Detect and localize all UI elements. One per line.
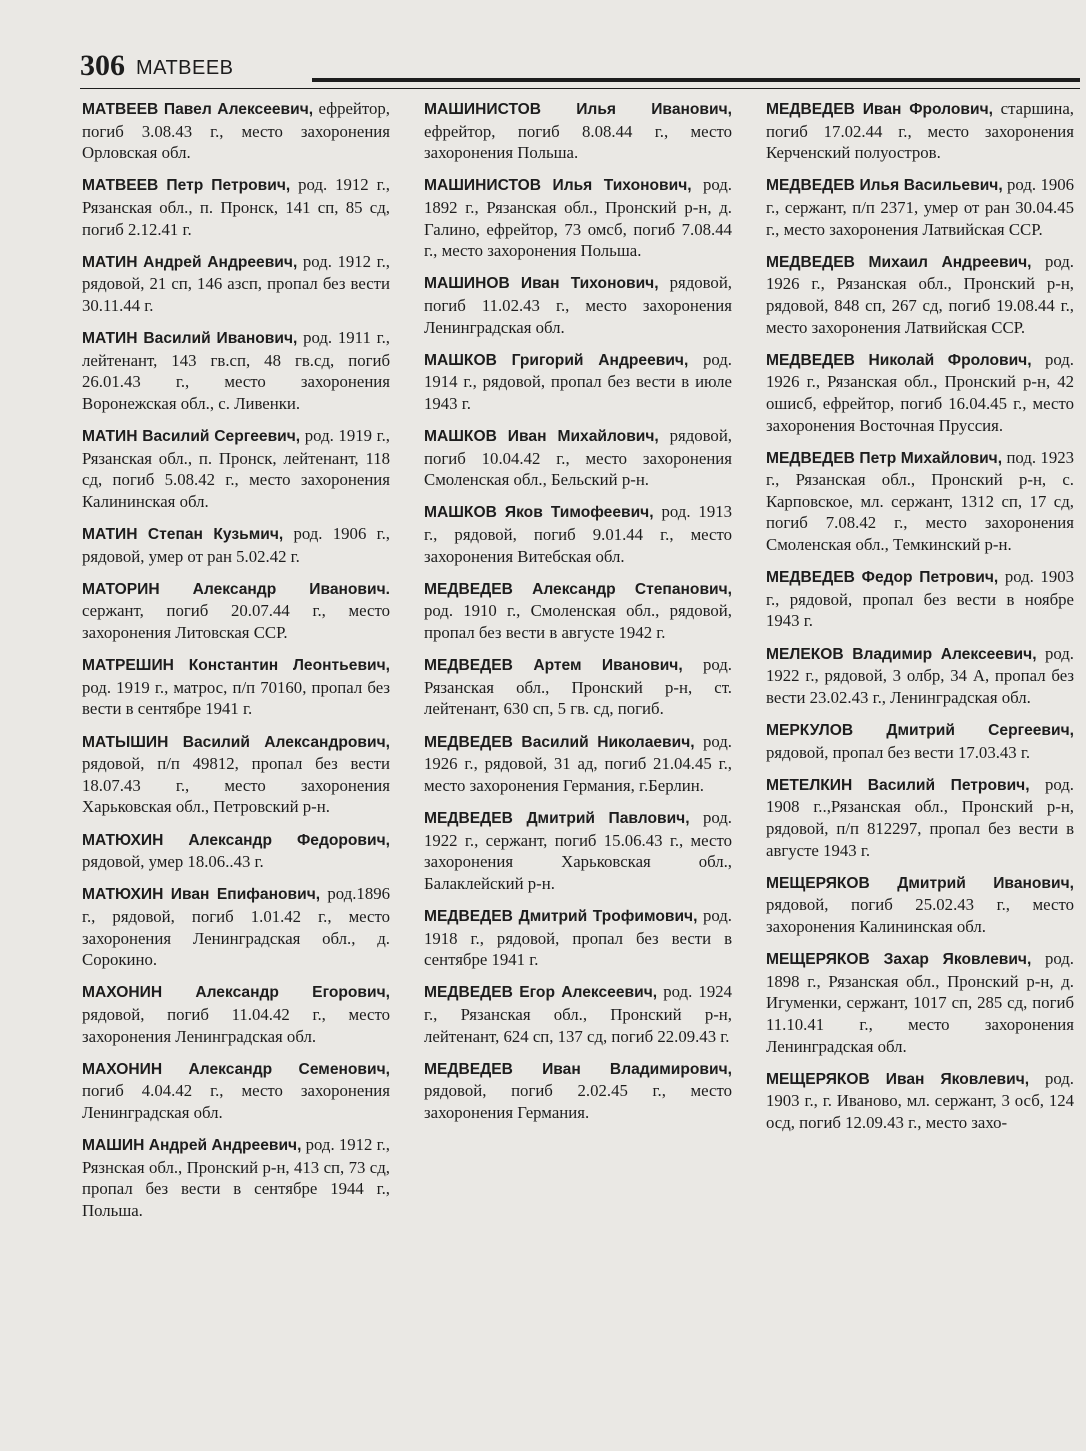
entry-name: МЕЩЕРЯКОВ Захар Яковлевич,	[766, 951, 1032, 969]
entry-name: МЕДВЕДЕВ Петр Михайлович,	[766, 449, 1003, 467]
entry-text: род. 1912 г., Рязанская обл., п. Пронск, 141 сп, 85 сд, погиб 2.12.41 г.	[82, 175, 391, 239]
entry	[424, 1058, 732, 1124]
entry-name: МАХОНИН Александр Семенович,	[82, 1060, 390, 1078]
entry-name: МЕДВЕДЕВ Дмитрий Павлович,	[424, 809, 690, 827]
entry-name: МАТИН Василий Сергеевич,	[82, 428, 301, 446]
entry	[82, 883, 390, 970]
page-number: 306	[80, 49, 125, 82]
entry-text: род. 1892 г., Рязанская обл., Пронский р-н, д. Галино, ефрейтор, 73 омсб, погиб 7.08.44 г., место захоронения Польша.	[424, 175, 732, 261]
entry-name: МАТИН Степан Кузьмич,	[82, 526, 284, 544]
entry-text: род. 1912 г., Рязнская обл., Пронский р-н, 413 сп, 73 сд, пропал без вести в сентябре 1944 г., Польша.	[82, 1135, 390, 1220]
entry	[766, 566, 1074, 632]
entry	[82, 327, 390, 414]
entry	[82, 251, 390, 317]
entry-name: МАШКОВ Иван Михайлович,	[424, 428, 659, 446]
entry	[766, 98, 1074, 164]
entry	[766, 349, 1074, 436]
entry-name: МАШКОВ Яков Тимофеевич,	[424, 504, 654, 522]
column-2	[424, 98, 732, 1134]
entry-name: МАТИН Василий Иванович,	[82, 330, 298, 348]
entry-text: род. 1913 г., рядовой, погиб 9.01.44 г., место захоронения Витебская обл.	[424, 502, 732, 566]
entry-name: МЕДВЕДЕВ Артем Иванович,	[424, 657, 683, 675]
entry-name: МАТВЕЕВ Павел Алексеевич,	[82, 101, 314, 118]
entry-text: старшина, погиб 17.02.44 г., место захоронения Керченский полуостров.	[766, 99, 1074, 163]
entry	[82, 731, 390, 818]
entry-name: МЕДВЕДЕВ Николай Фролович,	[766, 351, 1032, 369]
entry-name: МАТЮХИН Иван Епифанович,	[82, 886, 321, 904]
entry	[82, 981, 390, 1047]
entry-text: род. 1903 г., рядовой, пропал без вести в ноябре 1943 г.	[766, 567, 1074, 631]
entry-name: МЕДВЕДЕВ Александр Степанович,	[424, 580, 732, 598]
entry	[424, 654, 732, 720]
entry-name: МЕДВЕДЕВ Иван Владимирович,	[424, 1060, 732, 1078]
entry	[82, 425, 390, 512]
entry	[424, 501, 732, 567]
entry-text: род. 1906 г., сержант, п/п 2371, умер от ран 30.04.45 г., место захоронения Латвийская ССР.	[766, 175, 1075, 239]
entry-text: род. Рязанская обл., Пронский р-н, ст. лейтенант, 630 сп, 5 гв. сд, погиб.	[424, 655, 732, 719]
column-3	[766, 98, 1074, 1144]
entry	[766, 174, 1074, 240]
entry-text: род. 1922 г., сержант, погиб 15.06.43 г., место захоронения Харьковская обл., Балаклейский р-н.	[424, 807, 732, 893]
entry-text: рядовой, пропал без вести 17.03.43 г.	[766, 742, 1031, 762]
entry	[424, 731, 732, 797]
entry	[766, 872, 1074, 938]
entry	[82, 523, 390, 567]
entry-text: род. 1906 г., рядовой, умер от ран 5.02.42 г.	[82, 524, 390, 566]
entry-text: погиб 4.04.42 г., место захоронения Ленинградская обл.	[82, 1081, 390, 1122]
entry	[766, 774, 1074, 861]
entry	[424, 174, 732, 261]
entry	[424, 425, 732, 491]
entry-text: род. 1914 г., рядовой, пропал без вести в июле 1943 г.	[424, 349, 733, 413]
entry	[82, 98, 390, 164]
entry-name: МАТЫШИН Василий Александрович,	[82, 733, 390, 751]
entry-text: под. 1923 г., Рязанская обл., Пронский р-н, с. Карповское, мл. сержант, 1312 сп, 17 сд, погиб 7.08.42 г., место захоронения Смоленская обл., Темкинский р-н.	[766, 447, 1074, 555]
entry-text: род. 1926 г., Рязанская обл., Пронский р-н, 42 ошисб, ефрейтор, погиб 16.04.45 г., место захоронения Восточная Пруссия.	[766, 349, 1074, 435]
entry-name: МАШКОВ Григорий Андреевич,	[424, 351, 689, 369]
entry	[424, 578, 732, 644]
entry-text: ефрейтор, погиб 3.08.43 г., место захоронения Орловская обл.	[82, 99, 390, 163]
header-rule-thin	[80, 88, 1080, 89]
entry-name: МЕЛЕКОВ Владимир Алексеевич,	[766, 645, 1037, 663]
entry-text: род. 1919 г., Рязанская обл., п. Пронск, лейтенант, 118 сд, погиб 5.08.42 г., место захоронения Калининская обл.	[82, 426, 391, 511]
entry-text: род. 1926 г., Рязанская обл., Пронский р-н, рядовой, 848 сп, 267 сд, погиб 19.08.44 г., место захоронения Латвийская ССР.	[766, 251, 1074, 337]
entry-name: МЕЩЕРЯКОВ Дмитрий Иванович,	[766, 874, 1074, 892]
entry	[424, 272, 732, 338]
entry	[766, 643, 1074, 709]
entry-text: рядовой, погиб 2.02.45 г., место захоронения Германия.	[424, 1081, 732, 1122]
entry-text: рядовой, умер 18.06..43 г.	[82, 852, 264, 872]
entry-text: род. 1919 г., матрос, п/п 70160, пропал без вести в сентябре 1941 г.	[82, 677, 390, 719]
entry-text: род. 1922 г., рядовой, 3 олбр, 34 А, пропал без вести 23.02.43 г., Ленинградская обл.	[766, 643, 1074, 707]
entry-text: род. 1924 г., Рязанская обл., Пронский р-н, лейтенант, 624 сп, 137 сд, погиб 22.09.43 г.	[424, 982, 732, 1046]
entry-name: МАТВЕЕВ Петр Петрович,	[82, 177, 291, 195]
entry-text: род. 1908 г..,Рязанская обл., Пронский р-н, рядовой, п/п 812297, пропал без вести в августе 1943 г.	[766, 774, 1074, 860]
entry-name: МАТРЕШИН Константин Леонтьевич,	[82, 657, 390, 675]
entry-text: рядовой, погиб 25.02.43 г., место захоронения Калининская обл.	[766, 895, 1074, 936]
entry	[766, 1068, 1074, 1134]
entry-name: МАШИНОВ Иван Тихонович,	[424, 275, 659, 293]
entry	[82, 174, 390, 240]
entry	[82, 1058, 390, 1124]
entry-text: род. 1898 г., Рязанская обл., Пронский р-н, д. Игуменки, сержант, 1017 сп, 285 сд, погиб 11.10.41 г., место захоронения Ленинградская обл.	[766, 949, 1074, 1056]
page-header	[80, 50, 1080, 82]
entry	[82, 578, 390, 644]
entry	[82, 1134, 390, 1221]
entry-name: МЕДВЕДЕВ Илья Васильевич,	[766, 177, 1003, 195]
entry-name: МЕРКУЛОВ Дмитрий Сергеевич,	[766, 722, 1074, 739]
entry	[766, 948, 1074, 1057]
entry-text: род.1896 г., рядовой, погиб 1.01.42 г., место захоронения Ленинградская обл., д. Сорокино.	[82, 884, 390, 970]
entry	[424, 349, 732, 415]
entry	[82, 654, 390, 720]
entry	[766, 251, 1074, 338]
entry-name: МАШИНИСТОВ Илья Иванович,	[424, 101, 732, 118]
entry-text: ефрейтор, погиб 8.08.44 г., место захоронения Польша.	[424, 121, 732, 163]
entry-text: рядовой, погиб 11.04.42 г., место захоронения Ленинградская обл.	[82, 1004, 390, 1046]
entry-text: род. 1926 г., рядовой, 31 ад, погиб 21.04.45 г., место захоронения Германия, г.Берлин.	[424, 731, 733, 795]
entry-name: МЕТЕЛКИН Василий Петрович,	[766, 776, 1030, 794]
entry-name: МЕЩЕРЯКОВ Иван Яковлевич,	[766, 1070, 1030, 1088]
entry-name: МАТИН Андрей Андреевич,	[82, 253, 298, 271]
header-rule-thick	[312, 78, 1080, 82]
running-title: МАТВЕЕВ	[136, 57, 234, 79]
entry-text: сержант, погиб 20.07.44 г., место захоронения Литовская ССР.	[82, 601, 390, 643]
entry-text: род. 1910 г., Смоленская обл., рядовой, пропал без вести в августе 1942 г.	[424, 601, 732, 643]
entry	[766, 447, 1074, 556]
entry	[766, 719, 1074, 763]
entry	[424, 981, 732, 1047]
entry	[82, 829, 390, 873]
entry-text: род. 1903 г., г. Иваново, мл. сержант, 3 осб, 124 осд, погиб 12.09.43 г., место захо-	[766, 1068, 1074, 1132]
entry-text: род. 1918 г., рядовой, пропал без вести в сентябре 1941 г.	[424, 905, 732, 970]
entry-name: МАТОРИН Александр Иванович.	[82, 580, 390, 598]
entry-name: МЕДВЕДЕВ Михаил Андреевич,	[766, 253, 1032, 271]
entry	[424, 807, 732, 894]
entry-text: род. 1911 г., лейтенант, 143 гв.сп, 48 гв.сд, погиб 26.01.43 г., место захоронения Воронежская обл., с. Ливенки.	[82, 328, 390, 413]
entry	[424, 905, 732, 971]
entry-text: род. 1912 г., рядовой, 21 сп, 146 азсп, пропал без вести 30.11.44 г.	[82, 251, 390, 315]
entry-name: МЕДВЕДЕВ Федор Петрович,	[766, 569, 999, 587]
entry-name: МАШИНИСТОВ Илья Тихонович,	[424, 177, 692, 195]
entry-text: рядовой, погиб 10.04.42 г., место захоронения Смоленская обл., Бельский р-н.	[424, 426, 732, 490]
column-1	[82, 98, 390, 1232]
entry-name: МЕДВЕДЕВ Иван Фролович,	[766, 101, 993, 118]
entry-name: МАШИН Андрей Андреевич,	[82, 1137, 302, 1155]
entry	[424, 98, 732, 164]
entry-text: рядовой, погиб 11.02.43 г., место захоронения Ленинградская обл.	[424, 273, 732, 337]
entry-text: рядовой, п/п 49812, пропал без вести 18.07.43 г., место захоронения Харьковская обл., Петровский р-н.	[82, 754, 390, 817]
entry-name: МЕДВЕДЕВ Василий Николаевич,	[424, 733, 695, 751]
entry-name: МЕДВЕДЕВ Дмитрий Трофимович,	[424, 907, 698, 925]
entry-name: МАТЮХИН Александр Федорович,	[82, 831, 390, 849]
entry-name: МЕДВЕДЕВ Егор Алексеевич,	[424, 984, 658, 1002]
entry-name: МАХОНИН Александр Егорович,	[82, 984, 390, 1002]
